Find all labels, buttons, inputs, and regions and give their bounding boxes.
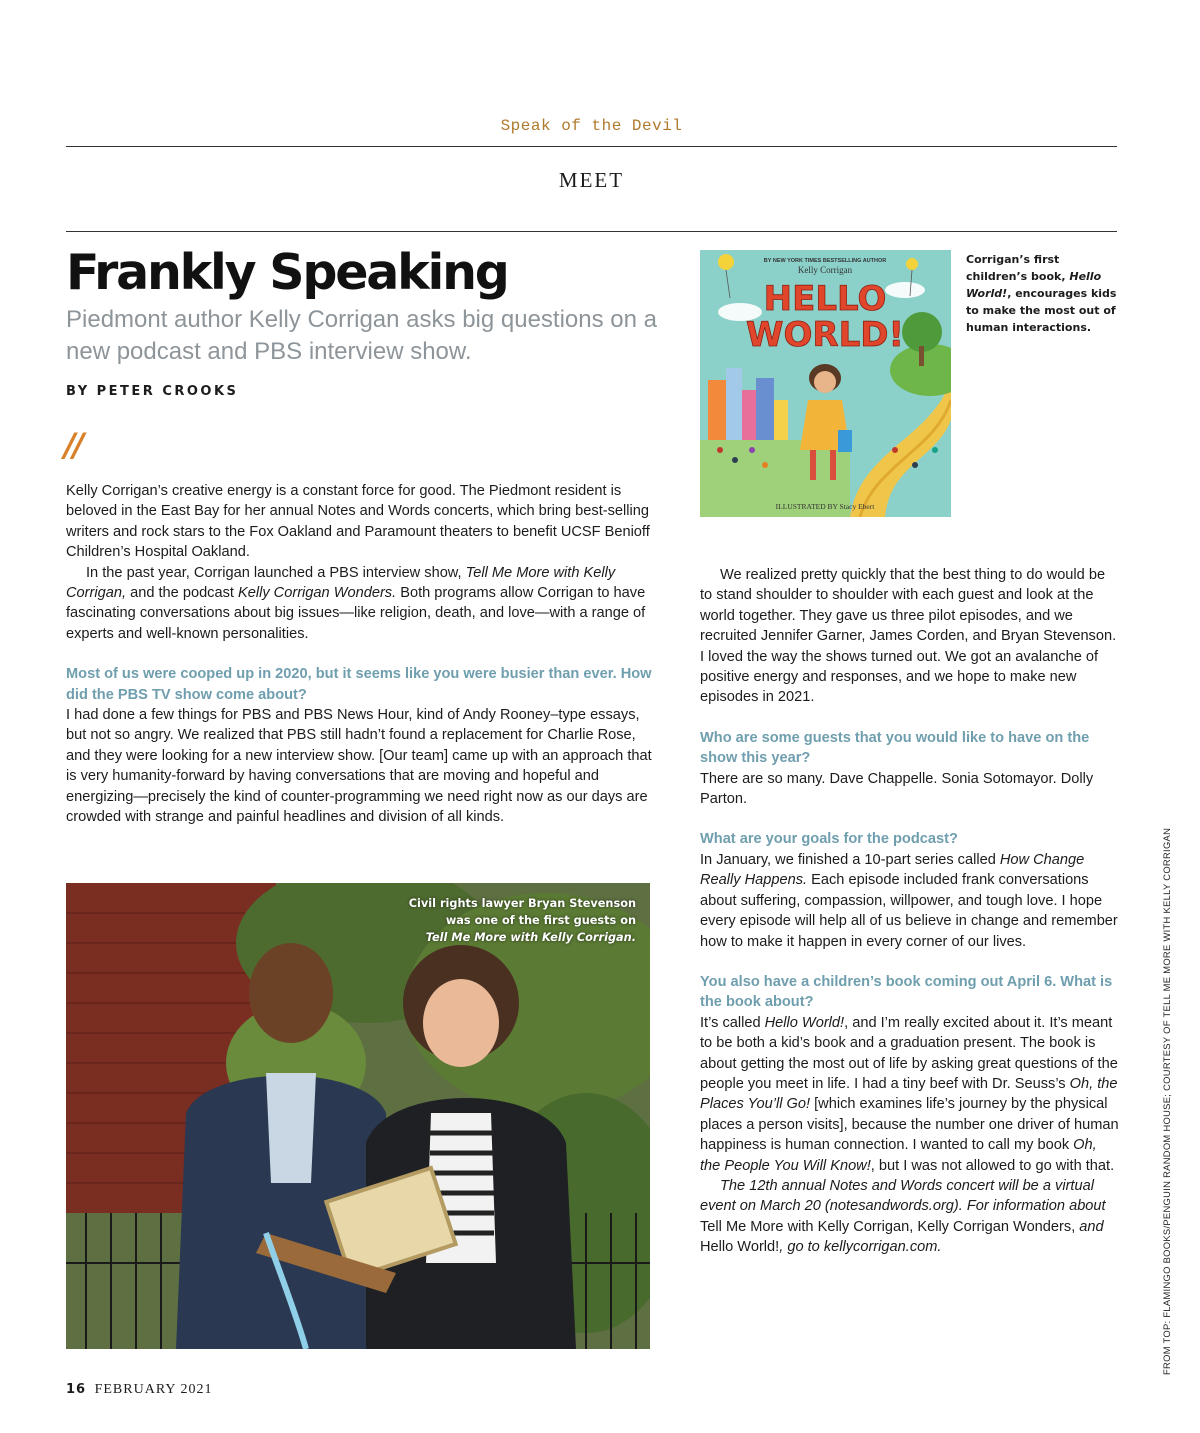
folio bbox=[66, 1382, 212, 1398]
photo-credit: FROM TOP: FLAMINGO BOOKS/PENGUIN RANDOM HOUSE; COURTESY OF TELL ME MORE WITH KELLY CORRIGAN bbox=[1161, 827, 1172, 1375]
text-run: Both programs allow Corrigan to have fascinating conversations about big issues—like religion, death, and love—with a range of experts and well-known personalities. bbox=[66, 585, 646, 642]
photo-illustration bbox=[66, 883, 650, 1349]
text-run: , and I’m really excited about it. It’s meant to be both a kid’s book and a graduation present. The book is about getting the most out of life by asking great questions of the people you meet in life. I had a tiny beef with Dr. Seuss’s bbox=[700, 1014, 1118, 1092]
book-cover-illustration bbox=[700, 250, 951, 517]
issue-date: FEBRUARY 2021 bbox=[94, 1382, 213, 1397]
book-caption bbox=[966, 251, 1121, 336]
body-paragraph bbox=[700, 1013, 1120, 1176]
question-subhead: Most of us were cooped up in 2020, but it seems like you were busier than ever. How did the PBS TV show come about? bbox=[66, 666, 652, 703]
body-paragraph bbox=[66, 563, 656, 645]
italic-text: Kelly Corrigan Wonders. bbox=[238, 585, 397, 602]
text-run: It’s called bbox=[700, 1014, 765, 1031]
text-run: In the past year, Corrigan launched a PBS interview show, bbox=[86, 564, 466, 581]
dek: Piedmont author Kelly Corrigan asks big questions on a new podcast and PBS interview show. bbox=[66, 306, 657, 365]
book-title-line2: WORLD! bbox=[746, 315, 904, 355]
book-author: Kelly Corrigan bbox=[797, 265, 853, 275]
question-subhead: Who are some guests that you would like to have on the show this year? bbox=[700, 729, 1090, 767]
italic-text: Hello World! bbox=[966, 270, 1102, 300]
italic-text: The 12th annual Notes and Words concert will be a virtual event on March 20 (notesandwords.org). For information about bbox=[700, 1177, 1106, 1215]
byline: BY PETER CROOKS bbox=[66, 384, 239, 399]
text-run: Tell Me More with Kelly Corrigan, Kelly Corrigan Wonders, bbox=[700, 1218, 1076, 1235]
italic-text: How Change Really Happens. bbox=[700, 851, 1085, 889]
text-run: In January, we finished a 10-part series called bbox=[700, 851, 1000, 868]
body-paragraph: We realized pretty quickly that the best thing to do would be to stand shoulder to shoulder with each guest and look at the world together. They gave us three pilot episodes, and we recruited Jennifer Garner, James Corden, and Bryan Stevenson. I loved the way the shows turned out. We got an avalanche of positive energy and responses, and we hope to make new episodes in 2021. bbox=[700, 567, 1117, 706]
text-run: [which examines life’s journey by the physical places a person visits], because the number one driver of human happiness is human connection. I wanted to call my book bbox=[700, 1096, 1119, 1154]
body-paragraph bbox=[700, 850, 1120, 952]
text-run: Each episode included frank conversations about suffering, compassion, willpower, and tough love. I hope every episode will help all of us believe in change and remember how to make it happen in every corner of our lives. bbox=[700, 872, 1118, 950]
text-run: Hello World! bbox=[700, 1239, 780, 1256]
kicker: Speak of the Devil bbox=[500, 117, 683, 135]
headline: Frankly Speaking bbox=[66, 244, 508, 301]
italic-text: and bbox=[1075, 1218, 1104, 1235]
article-body-right bbox=[700, 565, 1120, 1258]
photo-caption-line: Civil rights lawyer Bryan Stevenson bbox=[408, 897, 636, 910]
section-rule bbox=[66, 231, 1117, 232]
text-run: Corrigan’s first children’s book, bbox=[966, 253, 1070, 283]
body-paragraph: Kelly Corrigan’s creative energy is a constant force for good. The Piedmont resident is beloved in the East Bay for her annual Notes and Words concerts, which bring best-selling writers and rock stars to the Fox Oakland and Paramount theaters to benefit UCSF Benioff Children’s Hospital Oakland. bbox=[66, 483, 650, 561]
top-rule bbox=[66, 146, 1117, 147]
text-run: , but I was not allowed to go with that. bbox=[870, 1157, 1115, 1174]
question-subhead: What are your goals for the podcast? bbox=[700, 831, 958, 848]
italic-text: Hello World! bbox=[764, 1014, 845, 1031]
interview-photo bbox=[66, 883, 650, 1349]
italic-text: , go to kellycorrigan.com. bbox=[779, 1239, 942, 1256]
italic-text: Oh, the People You Will Know! bbox=[700, 1137, 1097, 1174]
italic-text: Tell Me More with Kelly Corrigan, bbox=[66, 564, 616, 602]
body-paragraph: There are so many. Dave Chappelle. Sonia Sotomayor. Dolly Parton. bbox=[700, 770, 1094, 808]
photo-caption-line: Tell Me More with Kelly Corrigan. bbox=[425, 931, 636, 944]
text-run: and the podcast bbox=[126, 585, 238, 602]
article-body-left bbox=[66, 481, 656, 828]
body-paragraph bbox=[700, 1176, 1120, 1258]
question-subhead: You also have a children’s book coming out April 6. What is the book about? bbox=[700, 973, 1113, 1011]
page-number: 16 bbox=[66, 1382, 87, 1397]
book-cover-image bbox=[700, 250, 951, 517]
photo-caption-line: was one of the first guests on bbox=[445, 914, 636, 927]
book-illustrator: ILLUSTRATED BY Stacy Ebert bbox=[775, 502, 875, 511]
book-top-line: BY NEW YORK TIMES BESTSELLING AUTHOR bbox=[763, 258, 887, 264]
body-paragraph: I had done a few things for PBS and PBS News Hour, kind of Andy Rooney–type essays, but not so angry. We realized that PBS still hadn’t found a replacement for Charlie Rose, and they were looking for a new interview show. [Our team] came up with an approach that is very humanity-forward by having conversations that are moving and hopeful and energizing—precisely the kind of counter-programming we need right now as our days are crowded with strange and painful headlines and division of all kinds. bbox=[66, 707, 652, 826]
photo-caption bbox=[409, 895, 636, 946]
quote-mark: // bbox=[64, 426, 82, 464]
section-label: MEET bbox=[558, 168, 625, 192]
text-run: , encourages kids to make the most out of human interactions. bbox=[966, 287, 1117, 334]
book-title-line1: HELLO bbox=[763, 279, 887, 319]
italic-text: Oh, the Places You’ll Go! bbox=[700, 1075, 1118, 1113]
